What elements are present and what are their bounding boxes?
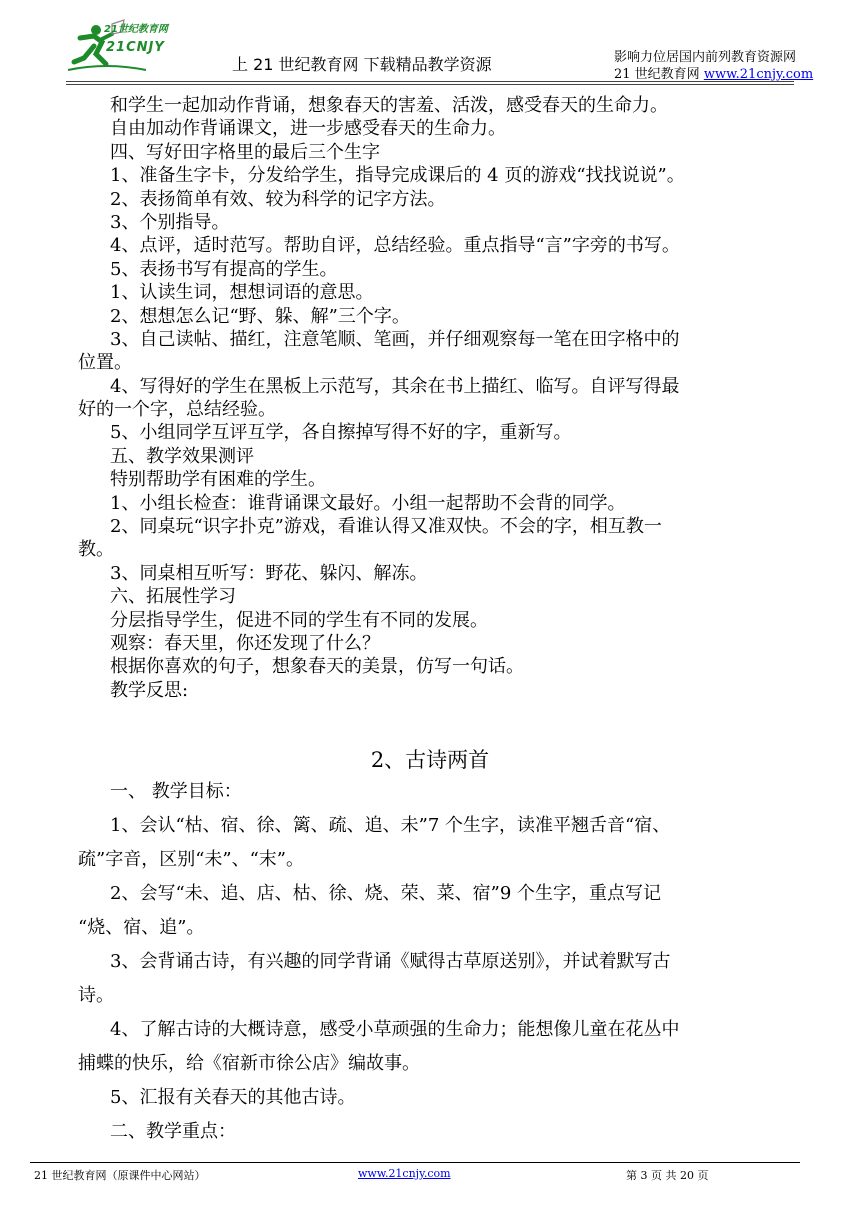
text-line: 教学反思: — [110, 679, 189, 701]
text-line: 教。 — [78, 539, 114, 561]
text-line: 1、认读生词，想想词语的意思。 — [110, 282, 374, 304]
text-line: 1、小组长检查：谁背诵课文最好。小组一起帮助不会背的同学。 — [110, 492, 626, 514]
text-line: 自由加动作背诵课文，进一步感受春天的生命力。 — [110, 118, 506, 140]
text-line: 诗。 — [78, 985, 114, 1006]
text-line: 五、教学效果测评 — [110, 445, 254, 467]
text-line: 5、小组同学互评互学，各自擦掉写得不好的字，重新写。 — [110, 422, 572, 444]
text-line: “烧、宿、追”。 — [78, 917, 205, 938]
text-line: 根据你喜欢的句子，想象春天的美景，仿写一句话。 — [110, 656, 524, 678]
footer-link[interactable]: www.21cnjy.com — [358, 1167, 451, 1180]
text-line: 特别帮助学有困难的学生。 — [110, 469, 326, 491]
text-line: 2、表扬简单有效、较为科学的记字方法。 — [110, 188, 446, 210]
text-line: 4、点评，适时范写。帮助自评，总结经验。重点指导“言”字旁的书写。 — [110, 235, 680, 257]
section2-body — [78, 775, 800, 1149]
header-slogan: 上 21 世纪教育网 下载精品教学资源 — [232, 55, 492, 74]
section1-body — [78, 94, 800, 702]
header-site-link[interactable]: www.21cnjy.com — [703, 67, 814, 82]
text-line: 2、同桌玩“识字扑克”游戏，看谁认得又准双快。不会的字，相互教一 — [110, 516, 662, 538]
text-line: 疏”字音，区别“未”、“末”。 — [78, 849, 305, 870]
text-line: 好的一个字，总结经验。 — [78, 399, 276, 421]
logo-text-top: 21世纪教育网 — [104, 24, 168, 35]
text-line: 4、写得好的学生在黑板上示范写，其余在书上描红、临写。自评写得最 — [110, 375, 680, 397]
text-line: 5、汇报有关春天的其他古诗。 — [110, 1087, 356, 1108]
text-line: 3、同桌相互听写：野花、躲闪、解冻。 — [110, 562, 428, 584]
text-line: 1、准备生字卡，分发给学生，指导完成课后的 4 页的游戏“找找说说”。 — [110, 165, 685, 187]
logo — [66, 18, 172, 80]
text-line: 一、 教学目标： — [110, 781, 242, 802]
text-line: 和学生一起加动作背诵，想象春天的害羞、活泼，感受春天的生命力。 — [110, 95, 668, 116]
text-line: 1、会认“枯、宿、徐、篱、疏、追、未”7 个生字，读准平翘舌音“宿、 — [110, 815, 671, 836]
header-site — [614, 63, 813, 82]
footer-divider — [30, 1162, 800, 1163]
text-line: 六、拓展性学习 — [110, 586, 236, 608]
text-line: 4、了解古诗的大概诗意，感受小草顽强的生命力；能想像儿童在花丛中 — [110, 1019, 680, 1040]
page-number: 第 3 页 共 20 页 — [626, 1169, 709, 1182]
text-line: 3、自己读帖、描红，注意笔顺、笔画，并仔细观察每一笔在田字格中的 — [110, 328, 680, 350]
text-line: 分层指导学生，促进不同的学生有不同的发展。 — [110, 609, 488, 631]
header-tagline: 影响力位居国内前列教育资源网 — [614, 50, 797, 65]
text-line: 捕蝶的快乐，给《宿新市徐公店》编故事。 — [78, 1053, 420, 1074]
logo-text-bottom: 21CNJY — [106, 40, 165, 55]
footer-source: 21 世纪教育网（原课件中心网站） — [34, 1169, 206, 1182]
page-header — [0, 0, 860, 84]
text-line: 四、写好田字格里的最后三个生字 — [110, 141, 380, 163]
text-line: 二、教学重点： — [110, 1121, 236, 1142]
text-line: 2、想想怎么记“野、躲、解”三个字。 — [110, 305, 410, 327]
header-divider — [66, 81, 794, 82]
header-divider-thin — [66, 84, 794, 85]
text-line: 观察：春天里，你还发现了什么？ — [110, 632, 380, 654]
text-line: 3、个别指导。 — [110, 211, 230, 233]
text-line: 位置。 — [78, 352, 132, 374]
text-line: 2、会写“未、追、店、枯、徐、烧、荣、菜、宿”9 个生字，重点写记 — [110, 883, 662, 904]
header-site-prefix: 21 世纪教育网 — [614, 67, 704, 82]
text-line: 5、表扬书写有提高的学生。 — [110, 258, 338, 280]
section2-title: 2、古诗两首 — [370, 748, 490, 772]
text-line: 3、会背诵古诗，有兴趣的同学背诵《赋得古草原送别》，并试着默写古 — [110, 951, 671, 972]
